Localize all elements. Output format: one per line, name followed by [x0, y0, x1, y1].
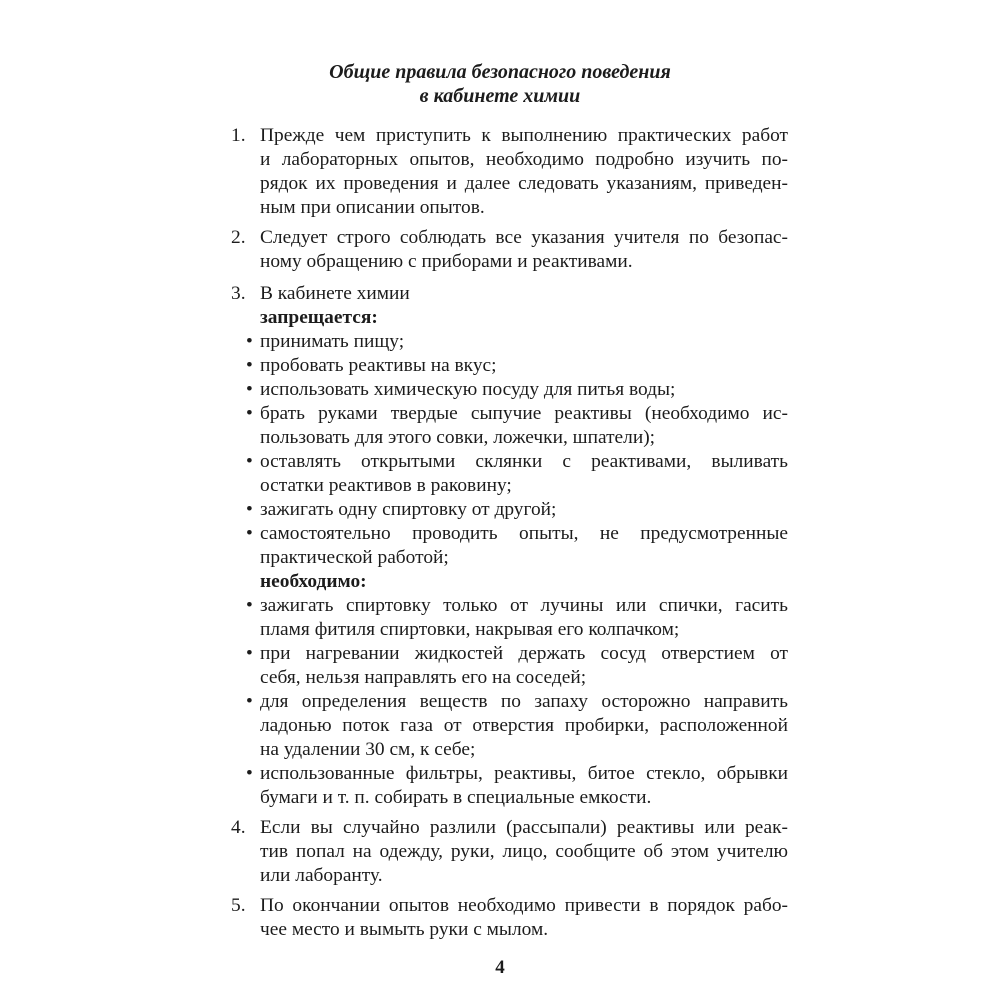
prohibited-item: принимать пищу; [260, 331, 405, 352]
bullet-marker: • [246, 595, 253, 616]
bullet-marker: • [246, 499, 253, 520]
prohibited-item: самостоятельно проводить опыты, не предусмотренные [260, 523, 788, 544]
title-line-1: Общие правила безопасного поведения [329, 61, 671, 83]
bullet-marker: • [246, 763, 253, 784]
prohibited-heading: запрещается: [260, 307, 378, 328]
item-text-line: или лаборанту. [260, 865, 383, 886]
required-item: для определения веществ по запаху осторожно направить [260, 691, 788, 712]
item-number: 3. [231, 283, 246, 304]
page-number: 4 [495, 957, 505, 978]
bullet-marker: • [246, 691, 253, 712]
item-text-line: ному обращению с приборами и реактивами. [260, 251, 633, 272]
item-text-line: Прежде чем приступить к выполнению практических работ [260, 125, 788, 146]
item-text-line: Следует строго соблюдать все указания учителя по безопас- [260, 227, 788, 248]
required-item-cont: на удалении 30 см, к себе; [260, 739, 476, 760]
bullet-marker: • [246, 451, 253, 472]
bullet-marker: • [246, 379, 253, 400]
item-number: 1. [231, 125, 246, 146]
bullet-marker: • [246, 403, 253, 424]
item-text-line: и лабораторных опытов, необходимо подробно изучить по- [260, 149, 788, 170]
item-text-line: тив попал на одежду, руки, лицо, сообщите об этом учителю [260, 841, 788, 862]
required-item: зажигать спиртовку только от лучины или спички, гасить [260, 595, 788, 616]
prohibited-item: использовать химическую посуду для питья воды; [260, 379, 676, 400]
prohibited-item-cont: пользовать для этого совки, ложечки, шпатели); [260, 427, 656, 448]
item-text-line: ным при описании опытов. [260, 197, 485, 218]
prohibited-item-cont: практической работой; [260, 547, 449, 568]
item-number: 2. [231, 227, 246, 248]
page-title [0, 60, 1000, 108]
prohibited-item: зажигать одну спиртовку от другой; [260, 499, 557, 520]
item-text-line: чее место и вымыть руки с мылом. [260, 919, 549, 940]
required-item: при нагревании жидкостей держать сосуд отверстием от [260, 643, 788, 664]
item-text-line: По окончании опытов необходимо привести в порядок рабо- [260, 895, 788, 916]
bullet-marker: • [246, 523, 253, 544]
prohibited-item: пробовать реактивы на вкус; [260, 355, 497, 376]
required-item-cont: бумаги и т. п. собирать в специальные емкости. [260, 787, 652, 808]
item-number: 4. [231, 817, 246, 838]
prohibited-item: брать руками твердые сыпучие реактивы (необходимо ис- [260, 403, 788, 424]
required-item-cont: пламя фитиля спиртовки, накрывая его колпачком; [260, 619, 680, 640]
required-item-cont: себя, нельзя направлять его на соседей; [260, 667, 587, 688]
required-item: использованные фильтры, реактивы, битое стекло, обрывки [260, 763, 788, 784]
prohibited-item-cont: остатки реактивов в раковину; [260, 475, 512, 496]
item-intro: В кабинете химии [260, 283, 410, 304]
item-text-line: рядок их проведения и далее следовать указаниям, приведен- [260, 173, 788, 194]
prohibited-item: оставлять открытыми склянки с реактивами, выливать [260, 451, 788, 472]
bullet-marker: • [246, 355, 253, 376]
title-line-2: в кабинете химии [419, 85, 581, 107]
required-heading: необходимо: [260, 571, 367, 592]
item-text-line: Если вы случайно разлили (рассыпали) реактивы или реак- [260, 817, 788, 838]
bullet-marker: • [246, 331, 253, 352]
bullet-marker: • [246, 643, 253, 664]
item-number: 5. [231, 895, 246, 916]
required-item-cont: ладонью поток газа от отверстия пробирки, расположенной [260, 715, 788, 736]
